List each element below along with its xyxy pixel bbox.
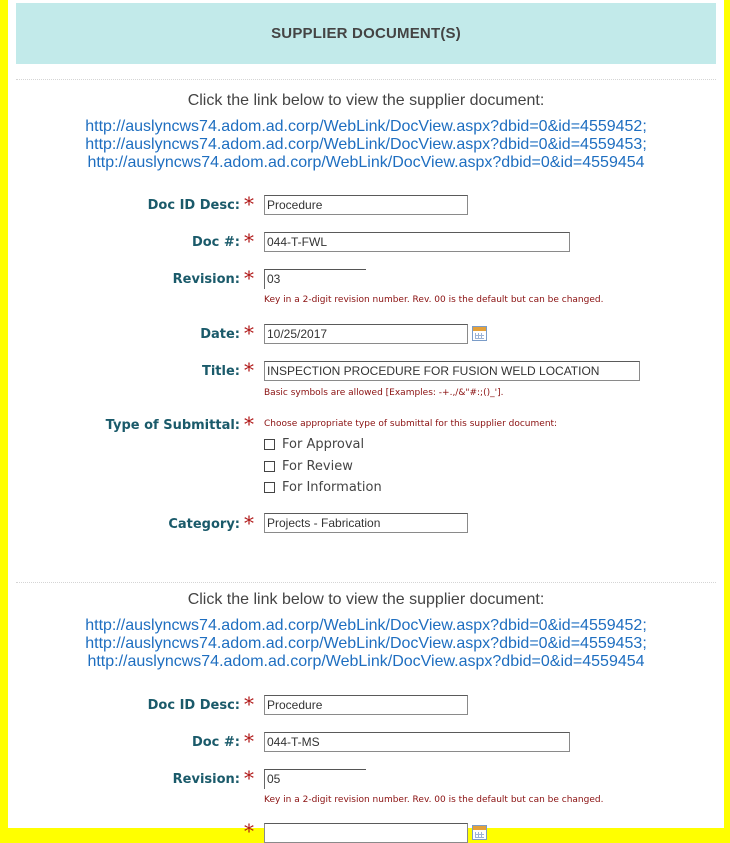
- required-marker: *: [244, 819, 254, 843]
- revision-label: Revision:: [172, 272, 240, 287]
- title-input[interactable]: INSPECTION PROCEDURE FOR FUSION WELD LOCATION: [264, 361, 640, 381]
- doc-id-desc-label: Doc ID Desc:: [147, 198, 240, 213]
- revision-hint: Key in a 2-digit revision number. Rev. 00 is the default but can be changed.: [264, 295, 604, 305]
- submittal-type-label: Type of Submittal:: [105, 418, 240, 433]
- required-marker: *: [244, 412, 254, 436]
- required-marker: *: [244, 358, 254, 382]
- document-link[interactable]: http://auslyncws74.adom.ad.corp/WebLink/DocView.aspx?dbid=0&id=4559452;: [85, 617, 647, 634]
- submittal-option-for-information[interactable]: [264, 480, 382, 495]
- date-label: Date:: [200, 327, 240, 342]
- revision-hint: Key in a 2-digit revision number. Rev. 00 is the default but can be changed.: [264, 795, 604, 805]
- checkbox-label: For Approval: [282, 437, 365, 452]
- page-title: SUPPLIER DOCUMENT(S): [271, 25, 461, 42]
- document-link[interactable]: http://auslyncws74.adom.ad.corp/WebLink/DocView.aspx?dbid=0&id=4559452;: [85, 118, 647, 135]
- checkbox[interactable]: [264, 461, 275, 472]
- page-header: [16, 3, 716, 64]
- doc-id-desc-label: Doc ID Desc:: [147, 698, 240, 713]
- title-label: Title:: [201, 364, 240, 379]
- checkbox[interactable]: [264, 439, 275, 450]
- revision-input[interactable]: 05: [264, 769, 366, 789]
- category-label: Category:: [168, 517, 240, 532]
- link-intro-text: Click the link below to view the supplier document:: [187, 92, 545, 109]
- page: [8, 0, 724, 843]
- document-links: [8, 617, 724, 671]
- doc-number-label: Doc #:: [191, 235, 240, 250]
- revision-input[interactable]: 03: [264, 269, 366, 289]
- required-marker: *: [244, 511, 254, 535]
- required-marker: *: [244, 192, 254, 216]
- revision-label: Revision:: [172, 772, 240, 787]
- section-divider: [16, 582, 716, 583]
- section-divider: [16, 79, 716, 80]
- calendar-icon[interactable]: [472, 326, 487, 341]
- date-input[interactable]: [264, 823, 468, 843]
- link-intro-text: Click the link below to view the supplier document:: [187, 591, 545, 608]
- title-hint: Basic symbols are allowed [Examples: -+.,/&"#:;()_'].: [264, 388, 504, 398]
- document-link[interactable]: http://auslyncws74.adom.ad.corp/WebLink/DocView.aspx?dbid=0&id=4559453;: [85, 136, 647, 153]
- document-link[interactable]: http://auslyncws74.adom.ad.corp/WebLink/DocView.aspx?dbid=0&id=4559453;: [85, 635, 647, 652]
- document-link[interactable]: http://auslyncws74.adom.ad.corp/WebLink/DocView.aspx?dbid=0&id=4559454: [87, 653, 645, 670]
- required-marker: *: [244, 692, 254, 716]
- required-marker: *: [244, 266, 254, 290]
- document-links: [8, 118, 724, 172]
- required-marker: *: [244, 321, 254, 345]
- doc-id-desc-input[interactable]: Procedure: [264, 695, 468, 715]
- required-marker: *: [244, 766, 254, 790]
- required-marker: *: [244, 229, 254, 253]
- checkbox[interactable]: [264, 482, 275, 493]
- doc-number-label: Doc #:: [191, 735, 240, 750]
- date-input[interactable]: 10/25/2017: [264, 324, 468, 344]
- document-link[interactable]: http://auslyncws74.adom.ad.corp/WebLink/DocView.aspx?dbid=0&id=4559454: [87, 154, 645, 171]
- checkbox-label: For Information: [282, 480, 382, 495]
- submittal-type-hint: Choose appropriate type of submittal for this supplier document:: [264, 419, 558, 429]
- doc-id-desc-input[interactable]: Procedure: [264, 195, 468, 215]
- required-marker: *: [244, 729, 254, 753]
- submittal-option-for-review[interactable]: [264, 459, 353, 474]
- calendar-icon[interactable]: [472, 825, 487, 840]
- category-input[interactable]: Projects - Fabrication: [264, 513, 468, 533]
- doc-number-input[interactable]: 044-T-MS: [264, 732, 570, 752]
- doc-number-input[interactable]: 044-T-FWL: [264, 232, 570, 252]
- submittal-option-for-approval[interactable]: [264, 437, 364, 452]
- checkbox-label: For Review: [282, 459, 353, 474]
